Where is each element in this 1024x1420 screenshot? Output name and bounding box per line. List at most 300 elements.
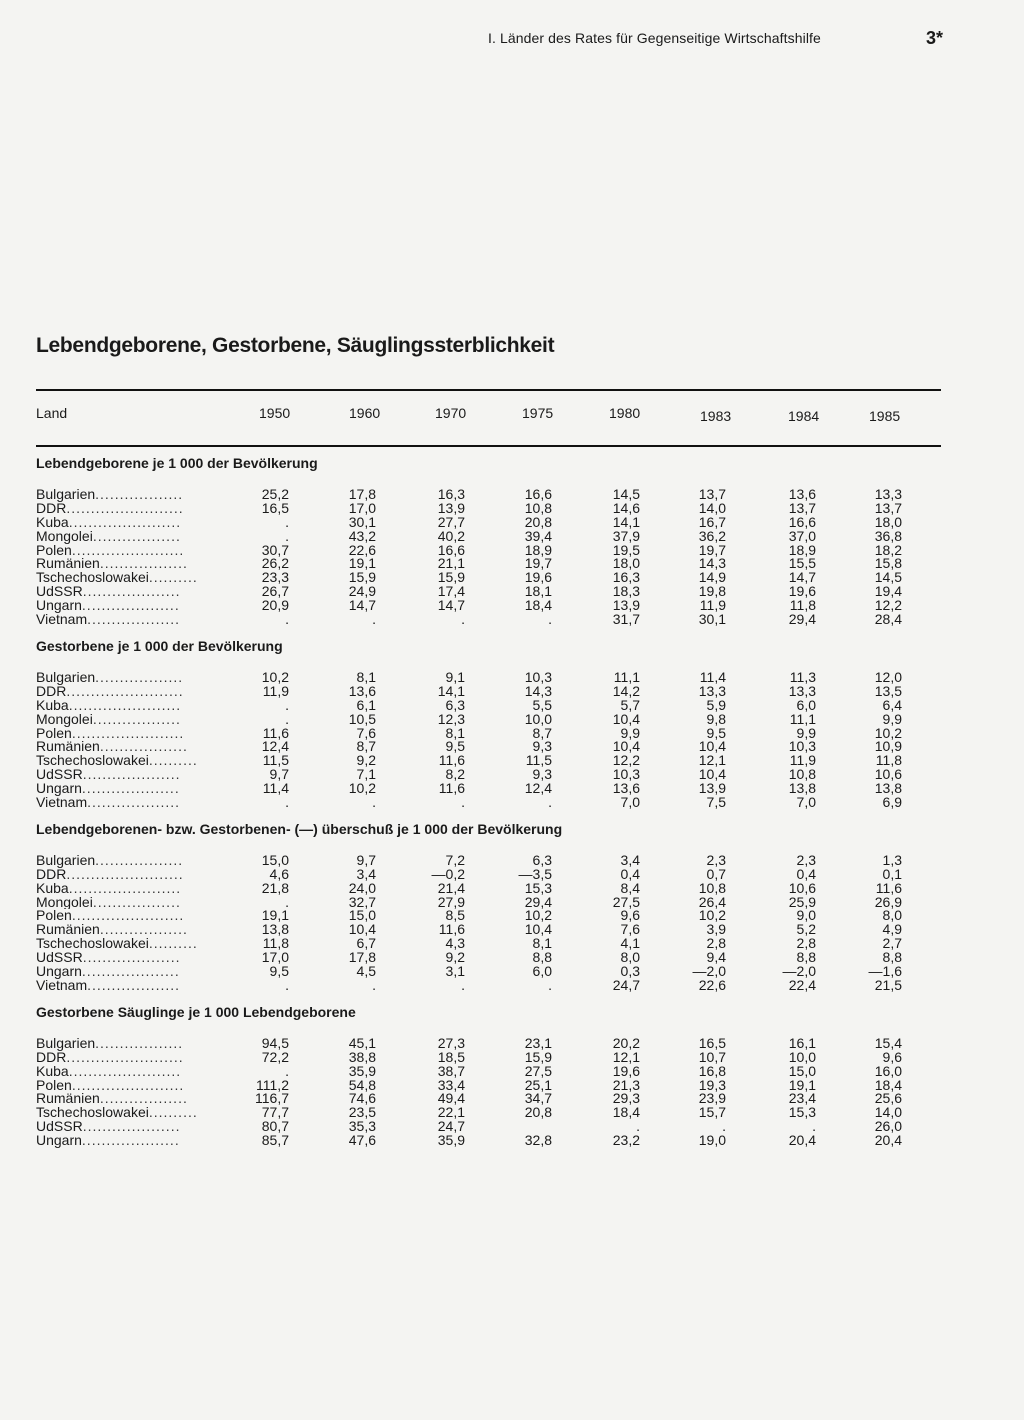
leader-dots: .................. xyxy=(95,1036,184,1051)
column-header-1970: 1970 xyxy=(435,405,467,421)
value-cell-1980: 37,9 xyxy=(612,529,640,544)
value-cell-1950: 80,7 xyxy=(261,1120,289,1135)
section-gap xyxy=(36,627,902,637)
value-cell-1983: 22,6 xyxy=(698,979,726,993)
table-row xyxy=(36,1106,902,1120)
running-header: I. Länder des Rates für Gegenseitige Wirtschaftshilfe xyxy=(488,30,821,46)
section-heading-row xyxy=(36,637,902,671)
value-cell-1975: 27,5 xyxy=(524,1064,552,1079)
value-cell-1960: 24,0 xyxy=(348,881,376,896)
country-cell xyxy=(36,502,232,516)
value-cell-1983: . xyxy=(722,1120,726,1135)
value-cell-1975: 32,8 xyxy=(524,1134,552,1149)
value-cell-1980: 13,9 xyxy=(612,599,640,614)
value-cell-1983: 11,9 xyxy=(699,599,726,614)
value-cell-1975: 10,0 xyxy=(524,712,552,727)
leader-dots: ........................ xyxy=(66,501,184,516)
value-cell-1985: 2,7 xyxy=(882,937,902,952)
value-cell-1985: 15,8 xyxy=(874,557,902,572)
value-cell-1980: 18,0 xyxy=(612,557,640,572)
table-row xyxy=(36,937,902,951)
country-name: Bulgarien xyxy=(36,1036,96,1051)
value-cell-1960: 35,9 xyxy=(348,1064,376,1079)
value-cell-1950: 11,6 xyxy=(262,726,289,741)
value-cell-1985: 6,4 xyxy=(882,698,902,713)
value-cell-1980: 4,1 xyxy=(620,937,640,952)
country-cell xyxy=(36,754,232,768)
value-cell-1950: 20,9 xyxy=(261,599,289,614)
leader-dots: .................... xyxy=(81,599,180,614)
value-cell-1980: 14,1 xyxy=(612,515,640,530)
value-cell-1950: 9,7 xyxy=(269,768,289,783)
value-cell-1980: 5,7 xyxy=(620,698,640,713)
value-cell-1960: . xyxy=(372,796,376,810)
country-cell xyxy=(36,713,232,727)
value-cell-1950: 30,7 xyxy=(261,543,289,558)
value-cell-1975: 12,4 xyxy=(524,782,552,797)
leader-dots: ........................ xyxy=(66,867,184,882)
value-cell-1983: 5,9 xyxy=(706,698,726,713)
value-cell-1960: 54,8 xyxy=(348,1078,376,1093)
value-cell-1975: 9,3 xyxy=(532,740,552,755)
leader-dots: ................... xyxy=(87,979,181,993)
value-cell-1960: 19,1 xyxy=(348,557,376,572)
value-cell-1984: 8,8 xyxy=(796,951,816,966)
value-cell-1980: 3,4 xyxy=(620,853,640,868)
value-cell-1985: 26,9 xyxy=(874,895,902,910)
value-cell-1950: . xyxy=(285,515,289,530)
value-cell-1983: 19,8 xyxy=(698,585,726,600)
value-cell-1975: 23,1 xyxy=(524,1036,552,1051)
value-cell-1983: 7,5 xyxy=(706,796,726,810)
value-cell-1985: 13,8 xyxy=(874,782,902,797)
table-row xyxy=(36,768,902,782)
value-cell-1950: 85,7 xyxy=(261,1134,289,1149)
value-cell-1984: 37,0 xyxy=(788,529,816,544)
value-cell-1980: 27,5 xyxy=(612,895,640,910)
value-cell-1960: 15,0 xyxy=(348,909,376,924)
value-cell-1985: 18,4 xyxy=(874,1078,902,1093)
country-name: UdSSR xyxy=(36,1120,83,1135)
leader-dots: .................. xyxy=(92,529,181,544)
country-cell xyxy=(36,951,232,965)
value-cell-1980: 18,3 xyxy=(612,585,640,600)
country-cell xyxy=(36,882,232,896)
value-cell-1950: 111,2 xyxy=(256,1078,289,1093)
value-cell-1960: 10,4 xyxy=(348,923,376,938)
value-cell-1983: 9,8 xyxy=(706,712,726,727)
value-cell-1970: 8,2 xyxy=(445,768,465,783)
country-cell xyxy=(36,768,232,782)
country-name: Kuba xyxy=(36,1064,69,1079)
value-cell-1983: 2,3 xyxy=(706,853,726,868)
country-name: Polen xyxy=(36,726,72,741)
value-cell-1970: 14,1 xyxy=(437,684,465,699)
country-name: Mongolei xyxy=(36,895,93,910)
value-cell-1983: 10,4 xyxy=(698,740,726,755)
value-cell-1970: 35,9 xyxy=(437,1134,465,1149)
value-cell-1960: 9,2 xyxy=(356,754,376,769)
value-cell-1985: 6,9 xyxy=(882,796,902,810)
leader-dots: .................. xyxy=(95,487,184,502)
value-cell-1984: 18,9 xyxy=(788,543,816,558)
value-cell-1985: 20,4 xyxy=(874,1134,902,1149)
value-cell-1970: 18,5 xyxy=(437,1050,465,1065)
country-name: Kuba xyxy=(36,515,69,530)
value-cell-1983: —2,0 xyxy=(692,965,726,979)
column-header-1984: 1984 xyxy=(788,408,820,424)
value-cell-1980: 0,3 xyxy=(620,965,640,979)
value-cell-1950: 17,0 xyxy=(261,951,289,966)
value-cell-1980: 7,0 xyxy=(620,796,640,810)
country-cell xyxy=(36,965,232,979)
value-cell-1960: 45,1 xyxy=(348,1036,376,1051)
value-cell-1984: 13,3 xyxy=(788,684,816,699)
column-header-1980: 1980 xyxy=(609,405,641,421)
value-cell-1984: 14,7 xyxy=(788,571,816,586)
value-cell-1975: 39,4 xyxy=(524,529,552,544)
country-cell xyxy=(36,671,232,685)
value-cell-1984: 7,0 xyxy=(796,796,816,810)
value-cell-1950: 12,4 xyxy=(261,740,289,755)
table-row xyxy=(36,923,902,937)
value-cell-1980: . xyxy=(636,1120,640,1135)
value-cell-1984: 9,0 xyxy=(796,909,816,924)
value-cell-1975: 8,7 xyxy=(532,726,552,741)
value-cell-1960: 24,9 xyxy=(348,585,376,600)
leader-dots: ....................... xyxy=(68,1064,182,1079)
value-cell-1970: —0,2 xyxy=(431,867,465,882)
value-cell-1980: 23,2 xyxy=(612,1134,640,1149)
country-name: Mongolei xyxy=(36,529,93,544)
value-cell-1970: 16,3 xyxy=(437,487,465,502)
value-cell-1950: . xyxy=(285,796,289,810)
value-cell-1980: 16,3 xyxy=(612,571,640,586)
value-cell-1950: 4,6 xyxy=(269,867,289,882)
leader-dots: ....................... xyxy=(68,515,182,530)
value-cell-1985: 0,1 xyxy=(882,867,902,882)
leader-dots: .................. xyxy=(99,557,188,572)
value-cell-1975: 29,4 xyxy=(524,895,552,910)
value-cell-1960: 15,9 xyxy=(348,571,376,586)
value-cell-1950: 94,5 xyxy=(261,1036,289,1051)
country-name: Bulgarien xyxy=(36,853,96,868)
section-heading: Lebendgeborenen- bzw. Gestorbenen- (—) überschuß je 1 000 der Bevölkerung xyxy=(36,820,563,837)
value-cell-1975: 18,1 xyxy=(524,585,552,600)
value-cell-1983: 2,8 xyxy=(706,937,726,952)
page-number: 3* xyxy=(926,28,944,48)
value-cell-1960: 7,1 xyxy=(356,768,376,783)
country-name: Ungarn xyxy=(36,965,82,979)
value-cell-1984: 15,0 xyxy=(788,1064,816,1079)
value-cell-1983: 13,9 xyxy=(698,782,726,797)
header-rule xyxy=(36,445,941,447)
value-cell-1985: 11,8 xyxy=(875,754,902,769)
value-cell-1984: 22,4 xyxy=(788,979,816,993)
value-cell-1983: 15,7 xyxy=(698,1106,726,1121)
value-cell-1983: 12,1 xyxy=(698,754,726,769)
value-cell-1983: 14,3 xyxy=(698,557,726,572)
value-cell-1970: 24,7 xyxy=(437,1120,465,1135)
leader-dots: .......... xyxy=(148,1106,198,1121)
leader-dots: ....................... xyxy=(68,881,182,896)
country-name: DDR xyxy=(36,684,67,699)
value-cell-1985: 10,9 xyxy=(874,740,902,755)
value-cell-1970: 11,6 xyxy=(438,754,465,769)
value-cell-1983: 10,7 xyxy=(698,1050,726,1065)
value-cell-1975: 15,9 xyxy=(524,1050,552,1065)
value-cell-1984: 2,8 xyxy=(796,937,816,952)
leader-dots: .......... xyxy=(148,754,198,769)
value-cell-1950: 16,5 xyxy=(261,501,289,516)
value-cell-1975 xyxy=(465,1120,552,1134)
value-cell-1975: 19,6 xyxy=(524,571,552,586)
leader-dots: ....................... xyxy=(68,698,182,713)
country-name: Tschechoslowakei xyxy=(36,1106,149,1121)
value-cell-1975: . xyxy=(548,796,552,810)
country-cell xyxy=(36,1120,232,1134)
table-row xyxy=(36,754,902,768)
value-cell-1960: 17,8 xyxy=(348,487,376,502)
country-cell xyxy=(36,699,232,713)
value-cell-1984: 10,0 xyxy=(788,1050,816,1065)
table-row xyxy=(36,796,902,810)
country-name: Rumänien xyxy=(36,557,100,572)
value-cell-1985: 12,2 xyxy=(874,599,902,614)
table-row xyxy=(36,571,902,585)
value-cell-1985: 8,0 xyxy=(882,909,902,924)
value-cell-1984: 23,4 xyxy=(788,1092,816,1107)
table-row xyxy=(36,671,902,685)
value-cell-1960: 8,1 xyxy=(356,670,376,685)
value-cell-1950: 77,7 xyxy=(261,1106,289,1121)
value-cell-1960: 17,8 xyxy=(348,951,376,966)
country-name: Bulgarien xyxy=(36,670,96,685)
value-cell-1950: 11,9 xyxy=(262,684,289,699)
table-row xyxy=(36,1037,902,1051)
value-cell-1970: 27,9 xyxy=(437,895,465,910)
value-cell-1985: 18,2 xyxy=(874,543,902,558)
leader-dots: .................... xyxy=(82,585,181,600)
value-cell-1984: 10,3 xyxy=(788,740,816,755)
value-cell-1984: 19,1 xyxy=(788,1078,816,1093)
country-name: Ungarn xyxy=(36,1134,82,1149)
section-heading: Gestorbene Säuglinge je 1 000 Lebendgeborene xyxy=(36,1003,356,1020)
country-name: Kuba xyxy=(36,881,69,896)
leader-dots: .................... xyxy=(82,768,181,783)
value-cell-1980: 18,4 xyxy=(612,1106,640,1121)
value-cell-1950: 25,2 xyxy=(261,487,289,502)
value-cell-1960: 6,7 xyxy=(356,937,376,952)
value-cell-1983: 3,9 xyxy=(706,923,726,938)
leader-dots: .................... xyxy=(81,965,180,979)
leader-dots: ....................... xyxy=(71,1078,185,1093)
value-cell-1984: 2,3 xyxy=(796,853,816,868)
value-cell-1984: 16,6 xyxy=(788,515,816,530)
table-row xyxy=(36,896,902,910)
value-cell-1970: 9,2 xyxy=(445,951,465,966)
value-cell-1960: 30,1 xyxy=(348,515,376,530)
value-cell-1960: 14,7 xyxy=(348,599,376,614)
value-cell-1980: 14,5 xyxy=(612,487,640,502)
leader-dots: ....................... xyxy=(71,909,185,924)
value-cell-1983: 13,7 xyxy=(698,487,726,502)
table-row xyxy=(36,951,902,965)
value-cell-1984: 13,6 xyxy=(788,487,816,502)
table-title: Lebendgeborene, Gestorbene, Säuglingssterblichkeit xyxy=(36,334,555,357)
country-cell xyxy=(36,979,232,993)
value-cell-1950: 11,8 xyxy=(262,937,289,952)
value-cell-1975: 16,6 xyxy=(524,487,552,502)
top-rule xyxy=(36,389,941,391)
value-cell-1984: 16,1 xyxy=(788,1036,816,1051)
value-cell-1980: 14,2 xyxy=(612,684,640,699)
value-cell-1975: 6,0 xyxy=(532,965,552,979)
value-cell-1975: 10,2 xyxy=(524,909,552,924)
value-cell-1950: . xyxy=(285,529,289,544)
value-cell-1984: 11,3 xyxy=(789,670,816,685)
country-name: Polen xyxy=(36,543,72,558)
value-cell-1950: 10,2 xyxy=(261,670,289,685)
table-row xyxy=(36,544,902,558)
value-cell-1980: 9,9 xyxy=(620,726,640,741)
value-cell-1950: . xyxy=(285,895,289,910)
value-cell-1975: 11,5 xyxy=(525,754,552,769)
value-cell-1960: 43,2 xyxy=(348,529,376,544)
value-cell-1970: . xyxy=(461,979,465,993)
value-cell-1975: . xyxy=(548,979,552,993)
value-cell-1975: 6,3 xyxy=(532,853,552,868)
value-cell-1984: 15,5 xyxy=(788,557,816,572)
value-cell-1950: 26,2 xyxy=(261,557,289,572)
value-cell-1970: 38,7 xyxy=(437,1064,465,1079)
value-cell-1983: 11,4 xyxy=(699,670,726,685)
value-cell-1950: 11,5 xyxy=(262,754,289,769)
value-cell-1980: 12,2 xyxy=(612,754,640,769)
leader-dots: .................. xyxy=(99,1092,188,1107)
value-cell-1950: 9,5 xyxy=(269,965,289,979)
value-cell-1984: 15,3 xyxy=(788,1106,816,1121)
table-row xyxy=(36,516,902,530)
value-cell-1975: 10,3 xyxy=(524,670,552,685)
value-cell-1970: 27,3 xyxy=(437,1036,465,1051)
value-cell-1980: 7,6 xyxy=(620,923,640,938)
value-cell-1984: 5,2 xyxy=(796,923,816,938)
leader-dots: .................... xyxy=(81,782,180,797)
value-cell-1950: . xyxy=(285,1064,289,1079)
value-cell-1980: 10,3 xyxy=(612,768,640,783)
country-cell xyxy=(36,488,232,502)
table-row xyxy=(36,854,902,868)
value-cell-1985: 14,5 xyxy=(874,571,902,586)
value-cell-1975: 10,4 xyxy=(524,923,552,938)
country-cell xyxy=(36,613,232,627)
value-cell-1985: —1,6 xyxy=(868,965,902,979)
value-cell-1975: 18,4 xyxy=(524,599,552,614)
country-cell xyxy=(36,909,232,923)
country-name: DDR xyxy=(36,501,67,516)
value-cell-1980: 29,3 xyxy=(612,1092,640,1107)
country-cell xyxy=(36,1065,232,1079)
value-cell-1980: 19,6 xyxy=(612,1064,640,1079)
value-cell-1975: 18,9 xyxy=(524,543,552,558)
value-cell-1983: 9,4 xyxy=(706,951,726,966)
value-cell-1984: 11,1 xyxy=(789,712,816,727)
country-cell xyxy=(36,740,232,754)
value-cell-1970: 33,4 xyxy=(437,1078,465,1093)
leader-dots: .................. xyxy=(95,670,184,685)
value-cell-1984: 25,9 xyxy=(788,895,816,910)
value-cell-1984: 11,9 xyxy=(789,754,816,769)
value-cell-1980: 0,4 xyxy=(620,867,640,882)
leader-dots: .................... xyxy=(81,1134,180,1149)
value-cell-1960: 74,6 xyxy=(348,1092,376,1107)
value-cell-1985: 12,0 xyxy=(874,670,902,685)
country-name: Rumänien xyxy=(36,1092,100,1107)
value-cell-1985: 25,6 xyxy=(874,1092,902,1107)
value-cell-1985: 28,4 xyxy=(874,613,902,627)
value-cell-1983: 16,5 xyxy=(698,1036,726,1051)
value-cell-1975: 9,3 xyxy=(532,768,552,783)
table-row xyxy=(36,713,902,727)
column-header-row xyxy=(36,405,941,429)
value-cell-1975: 25,1 xyxy=(524,1078,552,1093)
table-body xyxy=(36,454,902,1148)
value-cell-1970: . xyxy=(461,613,465,627)
country-cell xyxy=(36,782,232,796)
value-cell-1985: 13,5 xyxy=(874,684,902,699)
value-cell-1984: . xyxy=(812,1120,816,1135)
country-name: Polen xyxy=(36,1078,72,1093)
value-cell-1984: 10,8 xyxy=(788,768,816,783)
value-cell-1975: 15,3 xyxy=(524,881,552,896)
value-cell-1983: 19,0 xyxy=(698,1134,726,1149)
value-cell-1985: 36,8 xyxy=(874,529,902,544)
value-cell-1983: 26,4 xyxy=(698,895,726,910)
statistics-table xyxy=(36,454,902,1148)
value-cell-1984: 9,9 xyxy=(796,726,816,741)
value-cell-1985: 10,2 xyxy=(874,726,902,741)
value-cell-1950: 11,4 xyxy=(262,782,289,797)
country-name: Tschechoslowakei xyxy=(36,571,149,586)
value-cell-1960: 8,7 xyxy=(356,740,376,755)
table-row xyxy=(36,868,902,882)
value-cell-1983: 10,8 xyxy=(698,881,726,896)
value-cell-1950: 23,3 xyxy=(261,571,289,586)
leader-dots: ....................... xyxy=(71,726,185,741)
value-cell-1975: —3,5 xyxy=(518,867,552,882)
country-cell xyxy=(36,585,232,599)
value-cell-1950: . xyxy=(285,979,289,993)
value-cell-1980: 12,1 xyxy=(612,1050,640,1065)
country-name: UdSSR xyxy=(36,951,83,966)
table-row xyxy=(36,1079,902,1093)
country-name: Bulgarien xyxy=(36,487,96,502)
column-header-1983: 1983 xyxy=(700,408,732,424)
table-row xyxy=(36,1092,902,1106)
value-cell-1960: 10,5 xyxy=(348,712,376,727)
country-name: Ungarn xyxy=(36,782,82,797)
leader-dots: .......... xyxy=(148,571,198,586)
value-cell-1970: 9,5 xyxy=(445,740,465,755)
country-cell xyxy=(36,796,232,810)
country-name: Tschechoslowakei xyxy=(36,937,149,952)
value-cell-1980: 19,5 xyxy=(612,543,640,558)
value-cell-1984: 13,8 xyxy=(788,782,816,797)
value-cell-1960: 10,2 xyxy=(348,782,376,797)
value-cell-1950: 21,8 xyxy=(261,881,289,896)
value-cell-1970: 17,4 xyxy=(437,585,465,600)
